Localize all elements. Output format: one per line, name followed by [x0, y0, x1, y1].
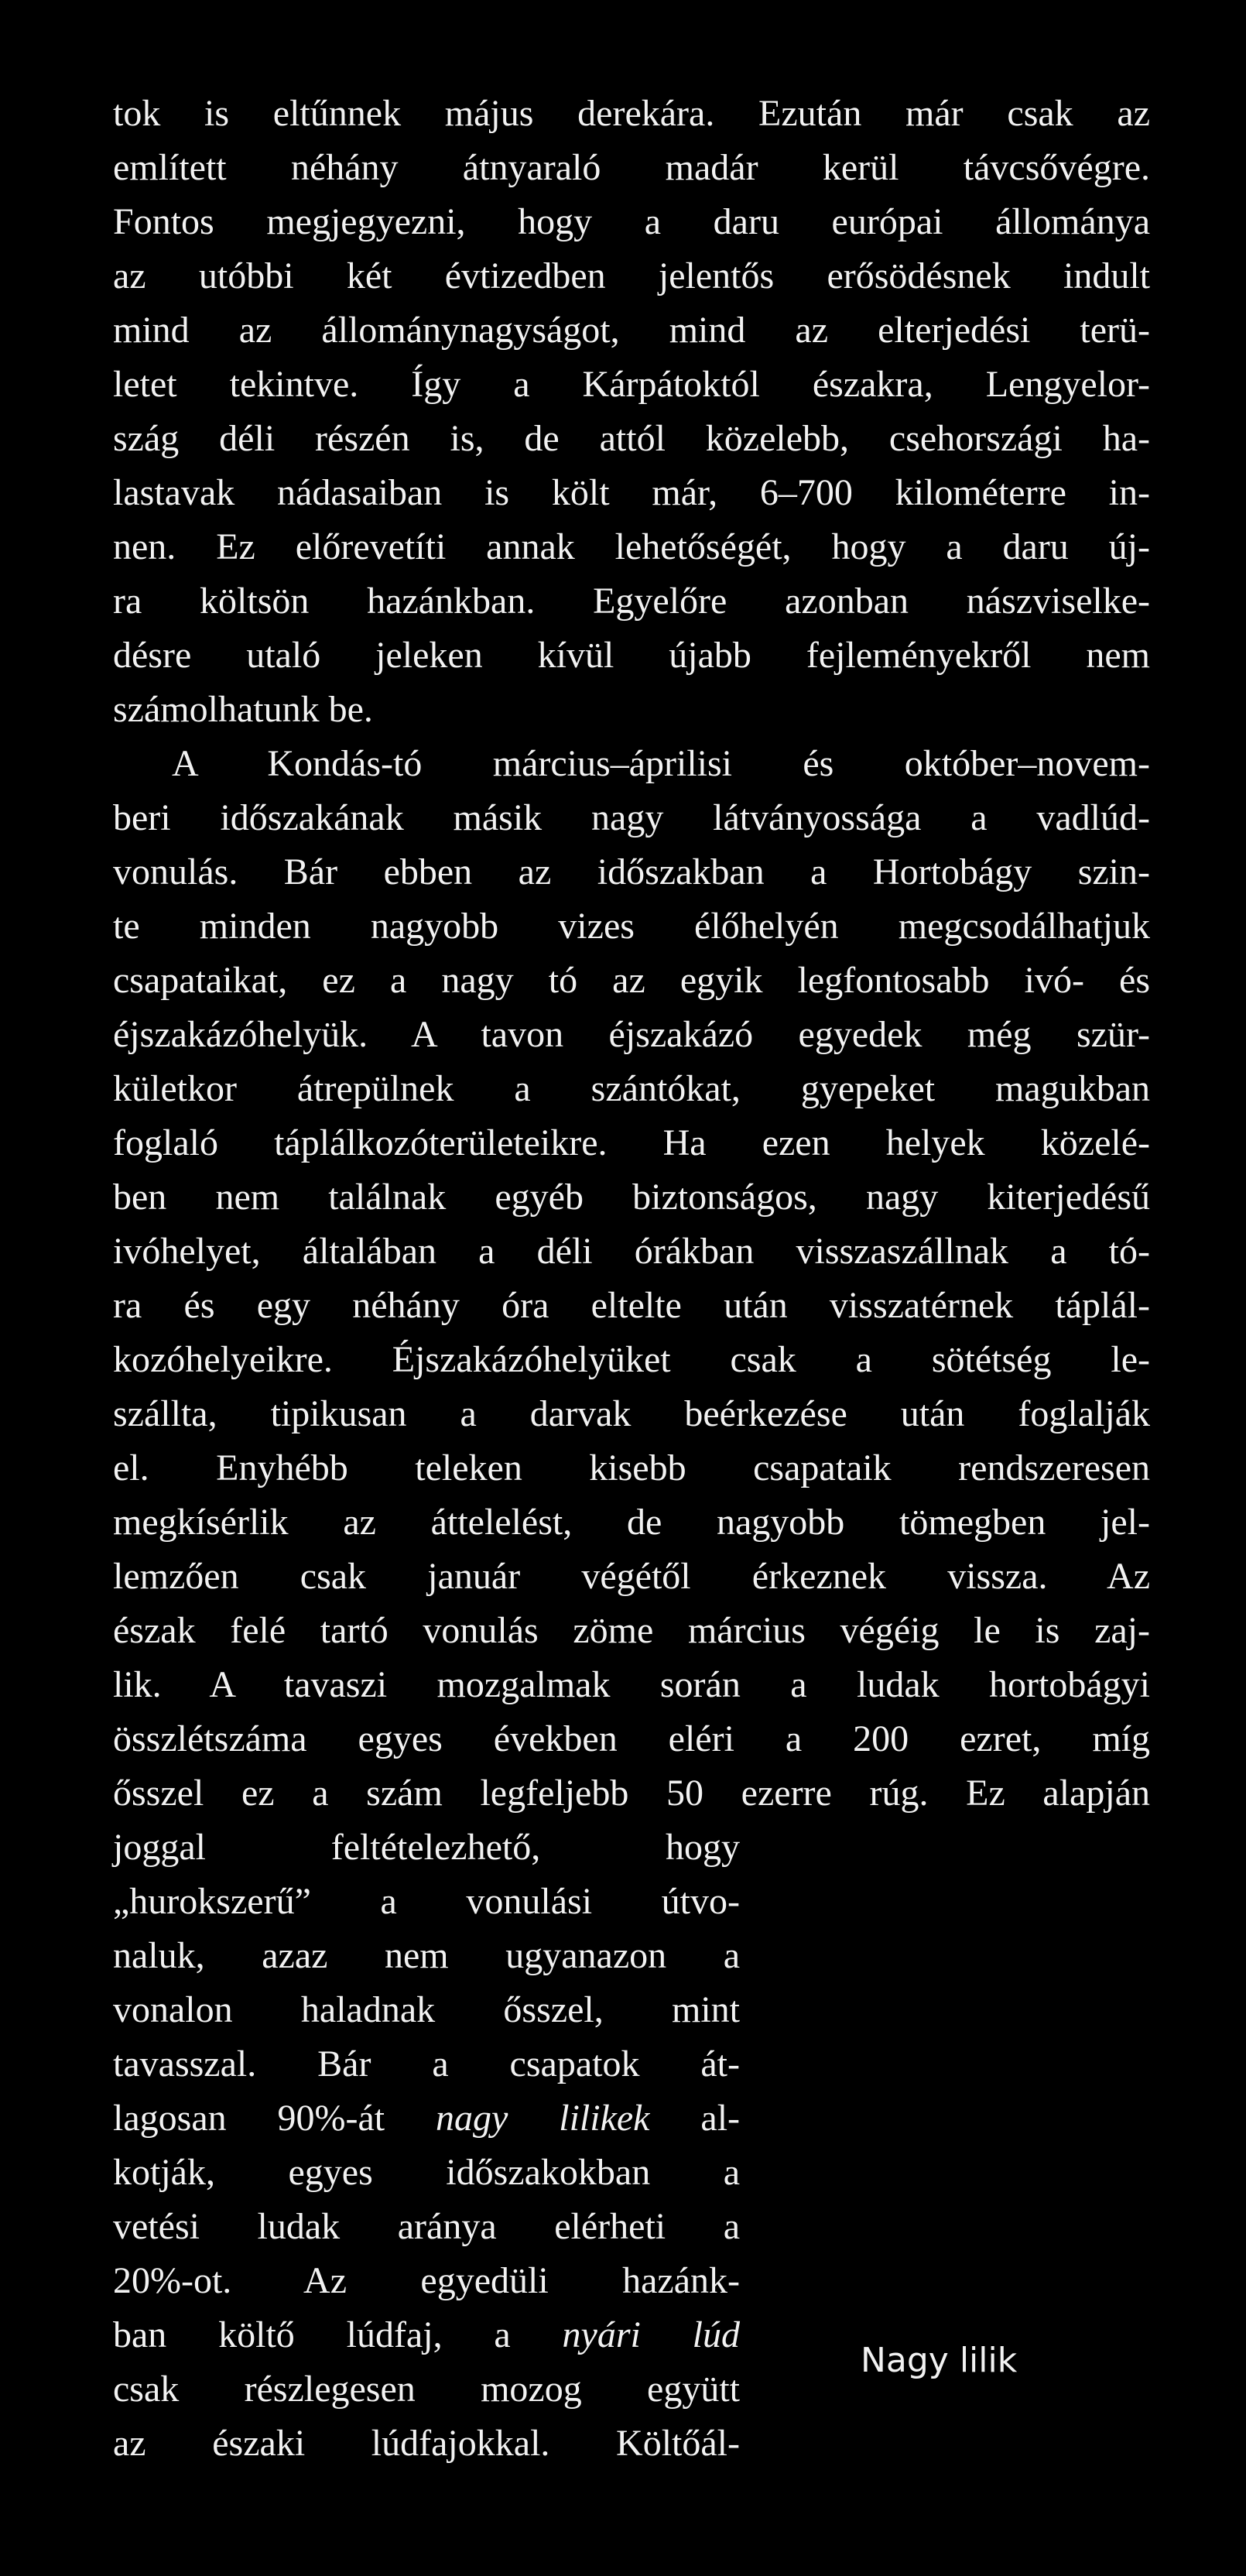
text-segment: ban költő lúdfaj, a: [113, 2314, 563, 2355]
text-line: összlétszáma egyes években eléri a 200 ezret, míg: [113, 1718, 1150, 1759]
text-line: vetési ludak aránya elérheti a: [113, 2206, 740, 2247]
text-line: említett néhány átnyaraló madár kerül távcsővégre.: [113, 147, 1150, 188]
text-line: beri időszakának másik nagy látványossága a vadlúd-: [113, 797, 1150, 838]
figure-caption: Nagy lilik: [861, 2341, 1018, 2380]
text-line: 20%-ot. Az egyedüli hazánk-: [113, 2260, 740, 2301]
text-line: éjszakázóhelyük. A tavon éjszakázó egyedek még szür-: [113, 1014, 1150, 1055]
text-line: naluk, azaz nem ugyanazon a: [113, 1935, 740, 1976]
text-line: vonulás. Bár ebben az időszakban a Hortobágy szin-: [113, 851, 1150, 892]
text-line: lastavak nádasaiban is költ már, 6–700 kilométerre in-: [113, 472, 1150, 513]
text-line: ben nem találnak egyéb biztonságos, nagy kiterjedésű: [113, 1177, 1150, 1218]
text-segment: lagosan 90%-át: [113, 2098, 436, 2139]
text-line: csak részlegesen mozog együtt: [113, 2369, 740, 2410]
text-line: foglaló táplálkozóterületeikre. Ha ezen helyek közelé-: [113, 1122, 1150, 1163]
text-line: ra költsön hazánkban. Egyelőre azonban nászviselke-: [113, 581, 1150, 622]
text-line: kületkor átrepülnek a szántókat, gyepeket magukban: [113, 1068, 1150, 1109]
paragraph-start-line: A Kondás-tó március–áprilisi és október–novem-: [172, 743, 1150, 784]
text-line: tavasszal. Bár a csapatok át-: [113, 2043, 740, 2084]
text-line: mind az állománynagyságot, mind az elterjedési terü-: [113, 310, 1150, 351]
text-line: ivóhelyet, általában a déli órákban visszaszállnak a tó-: [113, 1231, 1150, 1272]
text-line: el. Enyhébb teleken kisebb csapataik rendszeresen: [113, 1447, 1150, 1488]
text-line: [113, 2308, 740, 2362]
text-line: joggal feltételezhető, hogy: [113, 1827, 740, 1868]
text-line: lik. A tavaszi mozgalmak során a ludak hortobágyi: [113, 1664, 1150, 1705]
text-line: „hurokszerű” a vonulási útvo-: [113, 1881, 740, 1922]
species-name-italic: nyári lúd: [562, 2314, 741, 2355]
text-line: ra és egy néhány óra eltelte után visszatérnek táplál-: [113, 1285, 1150, 1326]
text-line: letet tekintve. Így a Kárpátoktól északra, Lengyelor-: [113, 364, 1150, 405]
article-text: [113, 87, 1150, 2471]
species-name-italic: nagy lilikek: [436, 2098, 650, 2139]
text-line: vonalon haladnak ősszel, mint: [113, 1989, 740, 2030]
text-line: számolhatunk be.: [113, 689, 373, 730]
text-line: lemzően csak január végétől érkeznek vissza. Az: [113, 1556, 1150, 1597]
text-line: tok is eltűnnek május derekára. Ezután már csak az: [113, 93, 1150, 134]
text-line: Fontos megjegyezni, hogy a daru európai állománya: [113, 201, 1150, 242]
text-line: észak felé tartó vonulás zöme március végéig le is zaj-: [113, 1610, 1150, 1651]
text-line: kotják, egyes időszakokban a: [113, 2152, 740, 2193]
text-segment: al-: [649, 2098, 741, 2139]
text-line: csapataikat, ez a nagy tó az egyik legfontosabb ivó- és: [113, 960, 1150, 1001]
text-line: megkísérlik az áttelelést, de nagyobb tömegben jel-: [113, 1502, 1150, 1543]
text-line: ősszel ez a szám legfeljebb 50 ezerre rúg. Ez alapján: [113, 1773, 1150, 1814]
text-line: szág déli részén is, de attól közelebb, csehországi ha-: [113, 418, 1150, 459]
text-line: [113, 2091, 740, 2146]
text-line: az utóbbi két évtizedben jelentős erősödésnek indult: [113, 255, 1150, 296]
text-line: az északi lúdfajokkal. Költőál-: [113, 2423, 740, 2464]
text-line: kozóhelyeikre. Éjszakázóhelyüket csak a sötétség le-: [113, 1339, 1150, 1380]
text-line: szállta, tipikusan a darvak beérkezése után foglalják: [113, 1393, 1150, 1434]
text-line: te minden nagyobb vizes élőhelyén megcsodálhatjuk: [113, 906, 1150, 947]
text-line: nen. Ez előrevetíti annak lehetőségét, hogy a daru új-: [113, 526, 1150, 567]
text-line: désre utaló jeleken kívül újabb fejleményekről nem: [113, 635, 1150, 676]
